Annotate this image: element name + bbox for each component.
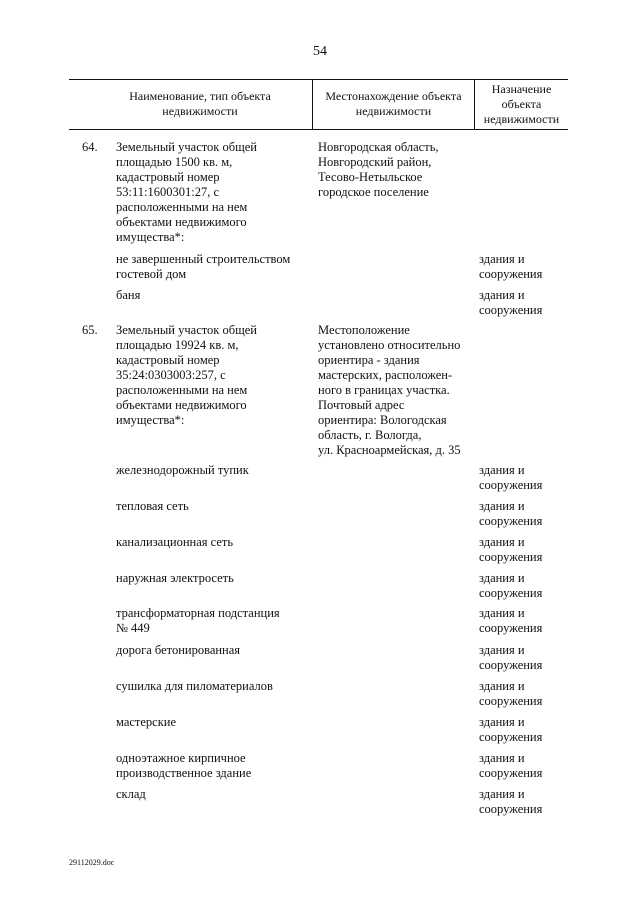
item-purpose: здания и сооружения [479, 571, 543, 600]
item-purpose: здания и сооружения [479, 535, 543, 564]
item-name: баня [116, 288, 141, 302]
footer-filename: 29112029.doc [69, 858, 115, 867]
item-purpose: здания и сооружения [479, 463, 543, 492]
item-purpose: здания и сооружения [479, 288, 543, 317]
header-purpose-column: Назначение объекта недвижимости [483, 82, 560, 126]
item-purpose: здания и сооружения [479, 787, 543, 816]
item-name: склад [116, 787, 146, 801]
entry-location: Местоположение установлено относительно ориентира - здания мастерских, расположен- ного в границах участка. Почтовый адрес ориентира: Вологодская область, г. Вологда, ул. Красноармейская, д. 35 [318, 323, 461, 457]
entry-location: Новгородская область, Новгородский район, Тесово-Нетыльское городское поселение [318, 140, 439, 199]
item-name: железнодорожный тупик [116, 463, 249, 477]
page-number: 54 [313, 44, 327, 59]
item-name: мастерские [116, 715, 177, 729]
header-bottom-rule [69, 129, 568, 130]
entry-number: 64. [82, 140, 98, 154]
item-name: одноэтажное кирпичное производственное здание [116, 751, 252, 780]
item-purpose: здания и сооружения [479, 606, 543, 635]
entry-number: 65. [82, 323, 98, 337]
item-purpose: здания и сооружения [479, 643, 543, 672]
item-name: канализационная сеть [116, 535, 234, 549]
item-name: не завершенный строительством гостевой дом [116, 252, 291, 281]
item-name: тепловая сеть [116, 499, 189, 513]
header-location-column: Местонахождение объекта недвижимости [325, 89, 462, 118]
header-top-rule [69, 79, 568, 80]
item-name: наружная электросеть [116, 571, 234, 585]
header-name-column: Наименование, тип объекта недвижимости [129, 89, 271, 118]
item-purpose: здания и сооружения [479, 751, 543, 780]
item-purpose: здания и сооружения [479, 715, 543, 744]
entry-name: Земельный участок общей площадью 1500 кв. м, кадастровый номер 53:11:1600301:27, с расположенными на нем объектами недвижимого имущества*: [116, 140, 257, 244]
item-name: трансформаторная подстанция № 449 [116, 606, 280, 635]
item-name: дорога бетонированная [116, 643, 241, 657]
item-purpose: здания и сооружения [479, 252, 543, 281]
item-purpose: здания и сооружения [479, 499, 543, 528]
item-name: сушилка для пиломатериалов [116, 679, 273, 693]
entry-name: Земельный участок общей площадью 19924 кв. м, кадастровый номер 35:24:0303003:257, с расположенными на нем объектами недвижимого имущества*: [116, 323, 257, 427]
item-purpose: здания и сооружения [479, 679, 543, 708]
